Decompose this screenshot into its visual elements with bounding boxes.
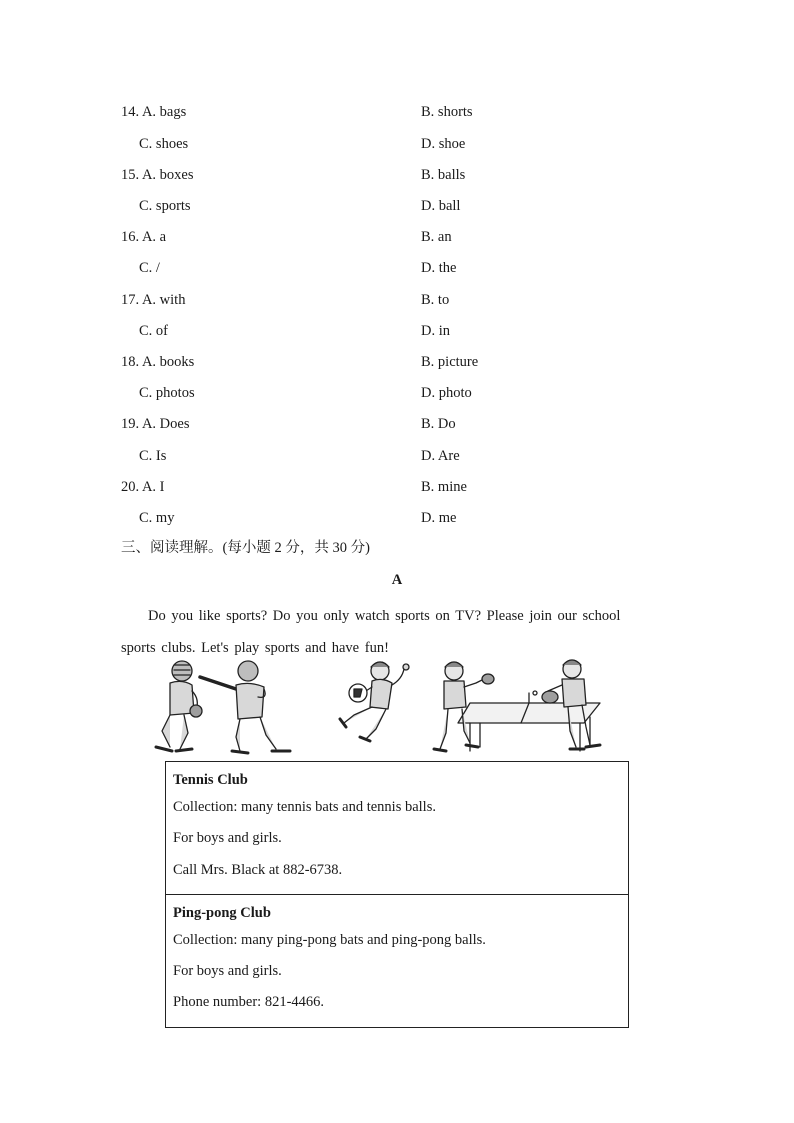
clubs-table	[165, 761, 629, 1028]
club-collection: Collection: many ping-pong bats and ping-pong balls.	[173, 931, 486, 948]
question-16-row-2	[0, 258, 794, 278]
question-15-option-b: B. balls	[421, 167, 466, 183]
question-14-option-d: D. shoe	[421, 136, 466, 152]
question-15-row-2	[0, 196, 794, 216]
question-20-option-a: 20. A. I	[121, 479, 165, 495]
question-20-row-1	[0, 477, 794, 497]
question-16-option-c: C. /	[139, 260, 160, 276]
question-18-row-2	[0, 383, 794, 403]
club-audience: For boys and girls.	[173, 830, 282, 847]
club-name: Ping-pong Club	[173, 904, 271, 921]
question-19-option-b: B. Do	[421, 416, 456, 432]
question-14-row-1	[0, 102, 794, 122]
catcher-figure	[156, 661, 202, 751]
question-18-option-c: C. photos	[139, 385, 195, 401]
club-collection: Collection: many tennis bats and tennis balls.	[173, 799, 436, 815]
question-20-option-c: C. my	[139, 510, 175, 526]
question-19-option-d: D. Are	[421, 448, 460, 464]
question-17-row-1	[0, 290, 794, 310]
club-name: Tennis Club	[173, 772, 248, 788]
question-16-row-1	[0, 227, 794, 247]
question-15-row-1	[0, 165, 794, 185]
question-17-row-2	[0, 321, 794, 341]
question-18-row-1	[0, 352, 794, 372]
question-18-option-a: 18. A. books	[121, 354, 195, 370]
section-heading: 三、阅读理解。(每小题 2 分，共 30 分)	[121, 540, 370, 556]
sports-illustration	[140, 657, 610, 760]
question-17-option-d: D. in	[421, 323, 450, 339]
question-14-option-a: 14. A. bags	[121, 104, 187, 120]
question-14-option-b: B. shorts	[421, 104, 473, 120]
passage-line-1: Do you like sports? Do you only watch sports on TV? Please join our school	[148, 608, 621, 624]
question-15-option-a: 15. A. boxes	[121, 167, 194, 183]
question-19-row-2	[0, 446, 794, 466]
question-19-option-c: C. Is	[139, 448, 167, 464]
question-16-option-b: B. an	[421, 229, 452, 245]
soccer-figure	[340, 662, 409, 741]
question-20-option-b: B. mine	[421, 479, 467, 495]
question-17-option-b: B. to	[421, 292, 450, 308]
question-16-option-a: 16. A. a	[121, 229, 167, 245]
question-14-option-c: C. shoes	[139, 136, 189, 152]
question-17-option-a: 17. A. with	[121, 292, 186, 308]
passage-label: A	[391, 572, 403, 588]
batter-figure	[200, 661, 290, 753]
passage-line-2: sports clubs. Let's play sports and have fun!	[121, 639, 389, 656]
question-20-row-2	[0, 508, 794, 528]
pingpong-club-card	[166, 894, 628, 1027]
club-contact: Call Mrs. Black at 882-6738.	[173, 861, 343, 878]
question-15-option-d: D. ball	[421, 198, 461, 214]
question-16-option-d: D. the	[421, 260, 457, 276]
question-15-option-c: C. sports	[139, 198, 191, 214]
tennis-club-card	[166, 762, 628, 894]
club-contact: Phone number: 821-4466.	[173, 994, 325, 1011]
question-19-option-a: 19. A. Does	[121, 416, 190, 432]
question-20-option-d: D. me	[421, 510, 457, 526]
passage-text	[121, 601, 637, 664]
question-19-row-1	[0, 414, 794, 434]
club-audience: For boys and girls.	[173, 963, 282, 980]
question-14-row-2	[0, 134, 794, 154]
pingpong-figure	[434, 660, 600, 751]
question-18-option-d: D. photo	[421, 385, 472, 401]
question-18-option-b: B. picture	[421, 354, 479, 370]
question-17-option-c: C. of	[139, 323, 168, 339]
